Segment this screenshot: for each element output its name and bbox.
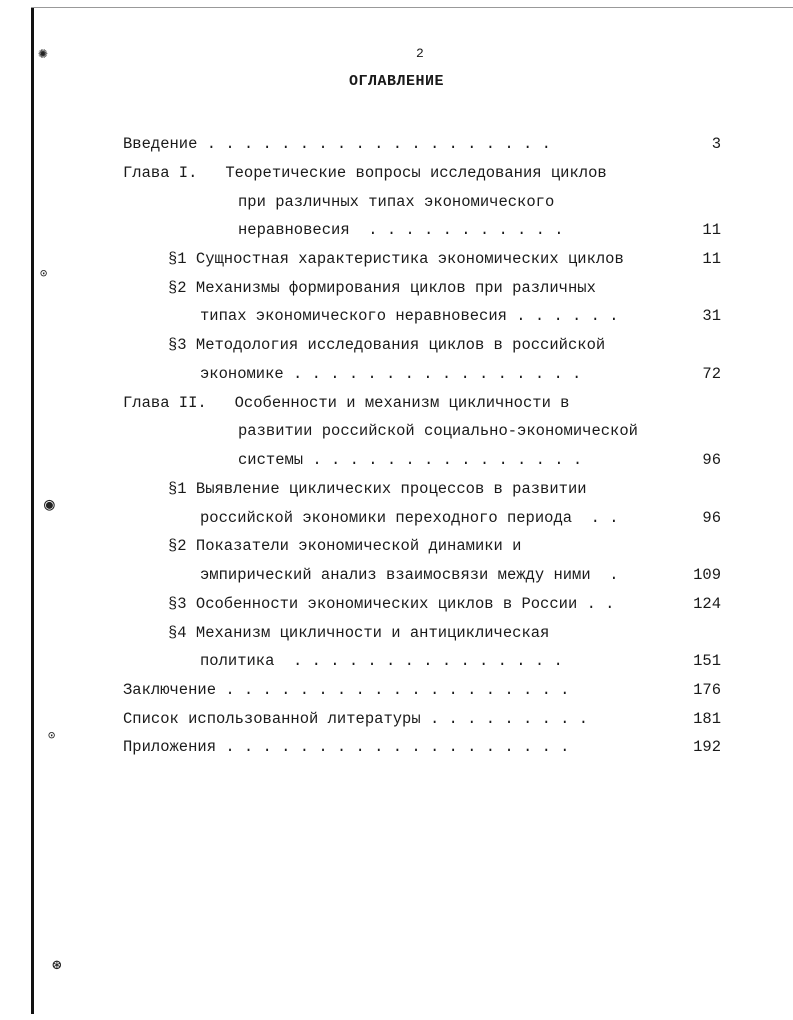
toc-entry-intro: Введение . . . . . . . . . . . . . . . . . . . xyxy=(123,135,551,153)
toc-chapter-2-line1: Глава II. Особенности и механизм цикличности в xyxy=(123,394,570,412)
toc-entry-references: Список использованной литературы . . . . . . . . . xyxy=(123,710,589,728)
page-top-edge xyxy=(31,7,793,8)
toc-section-1-3-line2: экономике . . . . . . . . . . . . . . . . xyxy=(200,365,582,383)
toc-page-intro: 3 xyxy=(711,135,721,153)
toc-section-2-1-line1: §1 Выявление циклических процессов в развитии xyxy=(168,480,587,498)
toc-entry-conclusion: Заключение . . . . . . . . . . . . . . . . . . . xyxy=(123,681,570,699)
toc-section-1-3-line1: §3 Методология исследования циклов в российской xyxy=(168,336,606,354)
toc-page-section-2-1: 96 xyxy=(702,509,721,527)
toc-section-2-3: §3 Особенности экономических циклов в России . . xyxy=(168,595,615,613)
toc-page-conclusion: 176 xyxy=(693,681,721,699)
page-left-edge xyxy=(31,8,34,1014)
toc-section-1-2-line1: §2 Механизмы формирования циклов при различных xyxy=(168,279,596,297)
toc-section-1-1: §1 Сущностная характеристика экономических циклов xyxy=(168,250,624,268)
toc-page-section-2-4: 151 xyxy=(693,652,721,670)
toc-page-chapter-2: 96 xyxy=(702,451,721,469)
toc-chapter-1-line1: Глава I. Теоретические вопросы исследования циклов xyxy=(123,164,607,182)
punch-hole-icon: ⊛ xyxy=(52,957,62,975)
toc-page-chapter-1: 11 xyxy=(702,221,721,239)
toc-page-section-1-2: 31 xyxy=(702,307,721,325)
scan-mark-icon: ✺ xyxy=(38,45,48,63)
toc-page-section-1-3: 72 xyxy=(702,365,721,383)
toc-chapter-1-line2: при различных типах экономического xyxy=(238,193,555,211)
toc-entry-appendix: Приложения . . . . . . . . . . . . . . . . . . . xyxy=(123,738,570,756)
toc-section-2-2-line2: эмпирический анализ взаимосвязи между ними . xyxy=(200,566,619,584)
toc-section-2-1-line2: российской экономики переходного периода . . xyxy=(200,509,619,527)
toc-page-references: 181 xyxy=(693,710,721,728)
toc-section-2-2-line1: §2 Показатели экономической динамики и xyxy=(168,537,522,555)
punch-hole-icon: ⊙ xyxy=(48,729,56,743)
toc-section-2-4-line1: §4 Механизм цикличности и антициклическая xyxy=(168,624,550,642)
toc-chapter-2-line2: развитии российской социально-экономической xyxy=(238,422,638,440)
punch-hole-icon: ◉ xyxy=(44,496,55,516)
toc-chapter-1-line3: неравновесия . . . . . . . . . . . xyxy=(238,221,564,239)
page-title: ОГЛАВЛЕНИЕ xyxy=(348,73,444,90)
punch-hole-icon: ⊙ xyxy=(40,267,48,281)
toc-page-section-2-3: 124 xyxy=(693,595,721,613)
toc-page-section-1-1: 11 xyxy=(702,250,721,268)
toc-chapter-2-line3: системы . . . . . . . . . . . . . . . xyxy=(238,451,583,469)
page-number: 2 xyxy=(416,46,424,61)
toc-section-1-2-line2: типах экономического неравновесия . . . . . . xyxy=(200,307,619,325)
toc-page-section-2-2: 109 xyxy=(693,566,721,584)
toc-page-appendix: 192 xyxy=(693,738,721,756)
toc-section-2-4-line2: политика . . . . . . . . . . . . . . . xyxy=(200,652,563,670)
